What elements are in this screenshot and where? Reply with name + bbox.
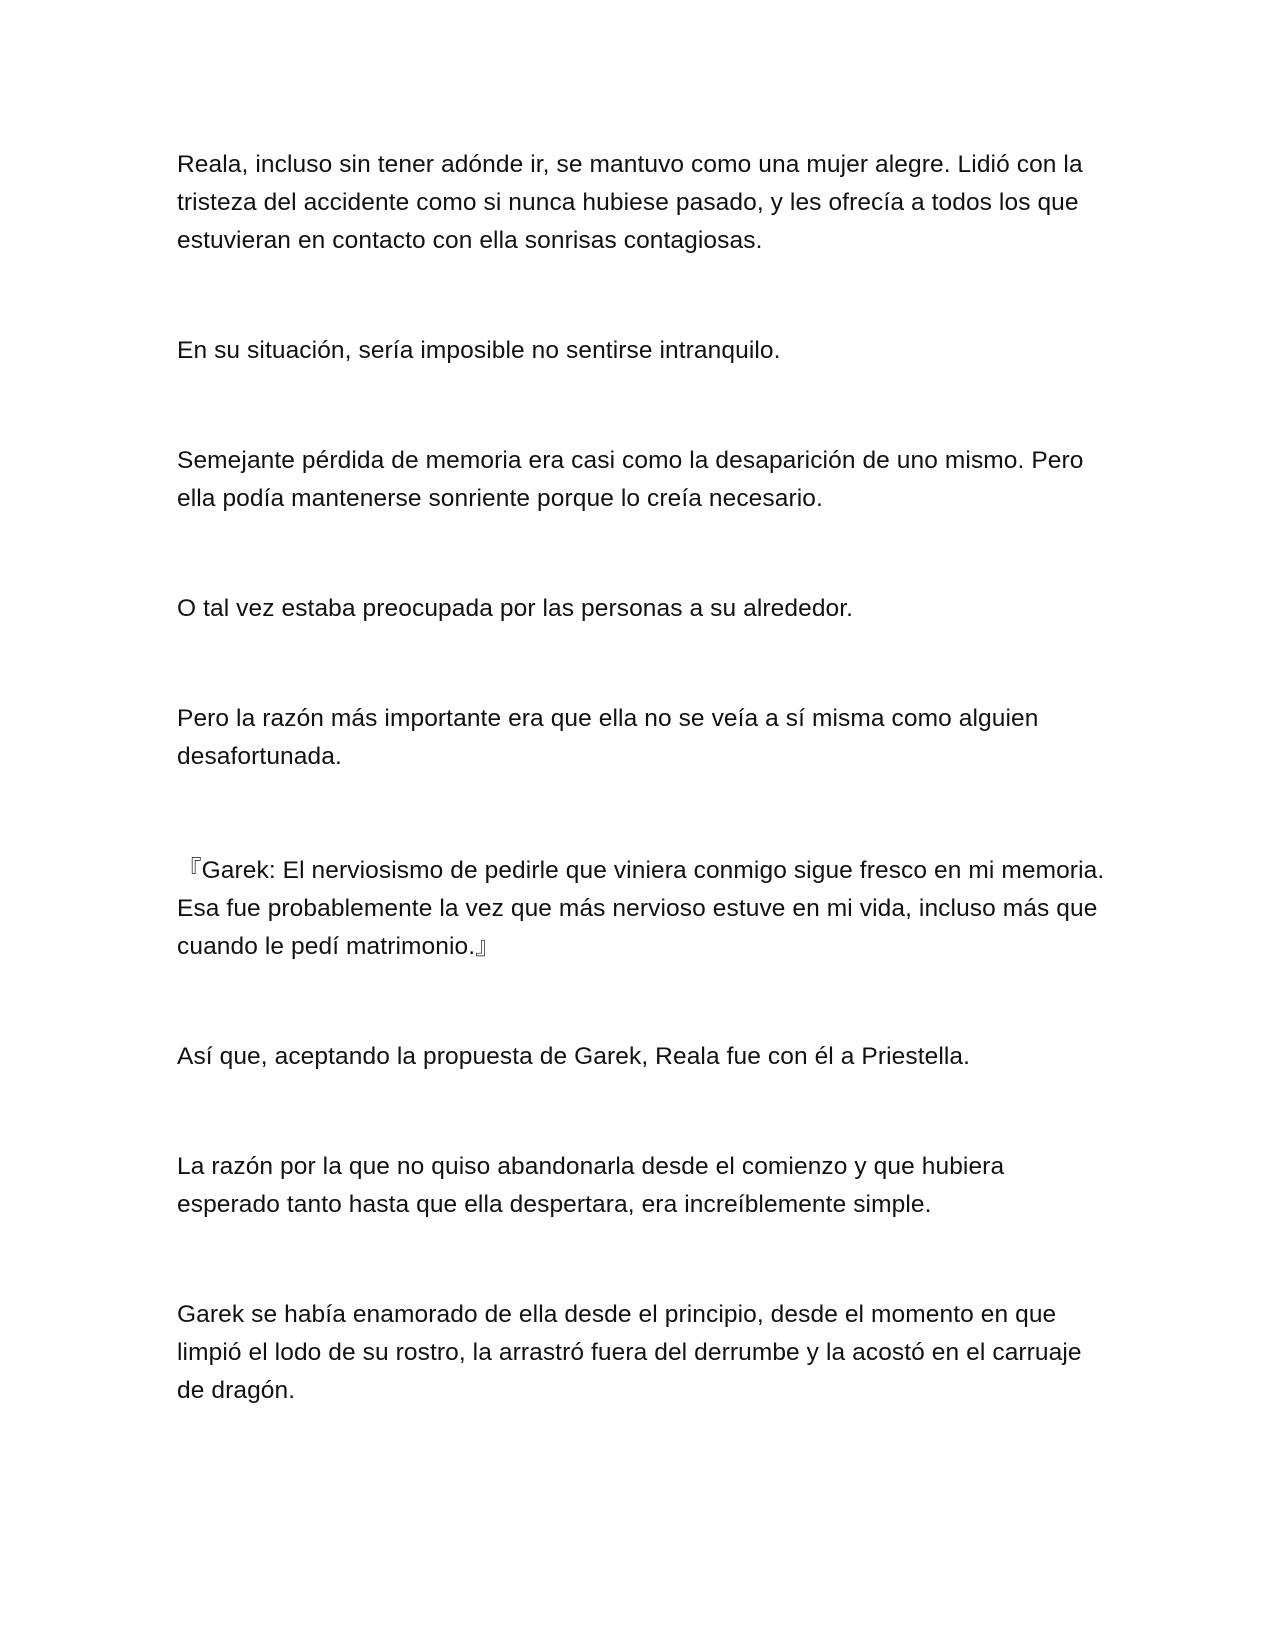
- paragraph-9: Garek se había enamorado de ella desde el principio, desde el momento en que limpió el lodo de su rostro, la arrastró fuera del derrumbe y la acostó en el carruaje de dragón.: [177, 1301, 1082, 1404]
- paragraph-2: En su situación, sería imposible no sentirse intranquilo.: [177, 337, 781, 364]
- document-body: [177, 146, 1107, 1410]
- paragraph-7: Así que, aceptando la propuesta de Garek, Reala fue con él a Priestella.: [177, 1043, 971, 1070]
- paragraph-8: La razón por la que no quiso abandonarla desde el comienzo y que hubiera esperado tanto hasta que ella despertara, era increíblemente simple.: [177, 1153, 1005, 1218]
- paragraph-5: Pero la razón más importante era que ella no se veía a sí misma como alguien desafortunada.: [177, 705, 1039, 770]
- paragraph-6-quote: 『Garek: El nerviosismo de pedirle que viniera conmigo sigue fresco en mi memoria. Esa fue probablemente la vez que más nervioso estuve en mi vida, incluso más que cuando le pedí matrimonio.』: [177, 857, 1105, 960]
- paragraph-3: Semejante pérdida de memoria era casi como la desaparición de uno mismo. Pero ella podía mantenerse sonriente porque lo creía necesario.: [177, 447, 1084, 512]
- paragraph-4: O tal vez estaba preocupada por las personas a su alrededor.: [177, 595, 854, 622]
- paragraph-1: Reala, incluso sin tener adónde ir, se mantuvo como una mujer alegre. Lidió con la tristeza del accidente como si nunca hubiese pasado, y les ofrecía a todos los que estuvieran en contacto con ella sonrisas contagiosas.: [177, 151, 1083, 254]
